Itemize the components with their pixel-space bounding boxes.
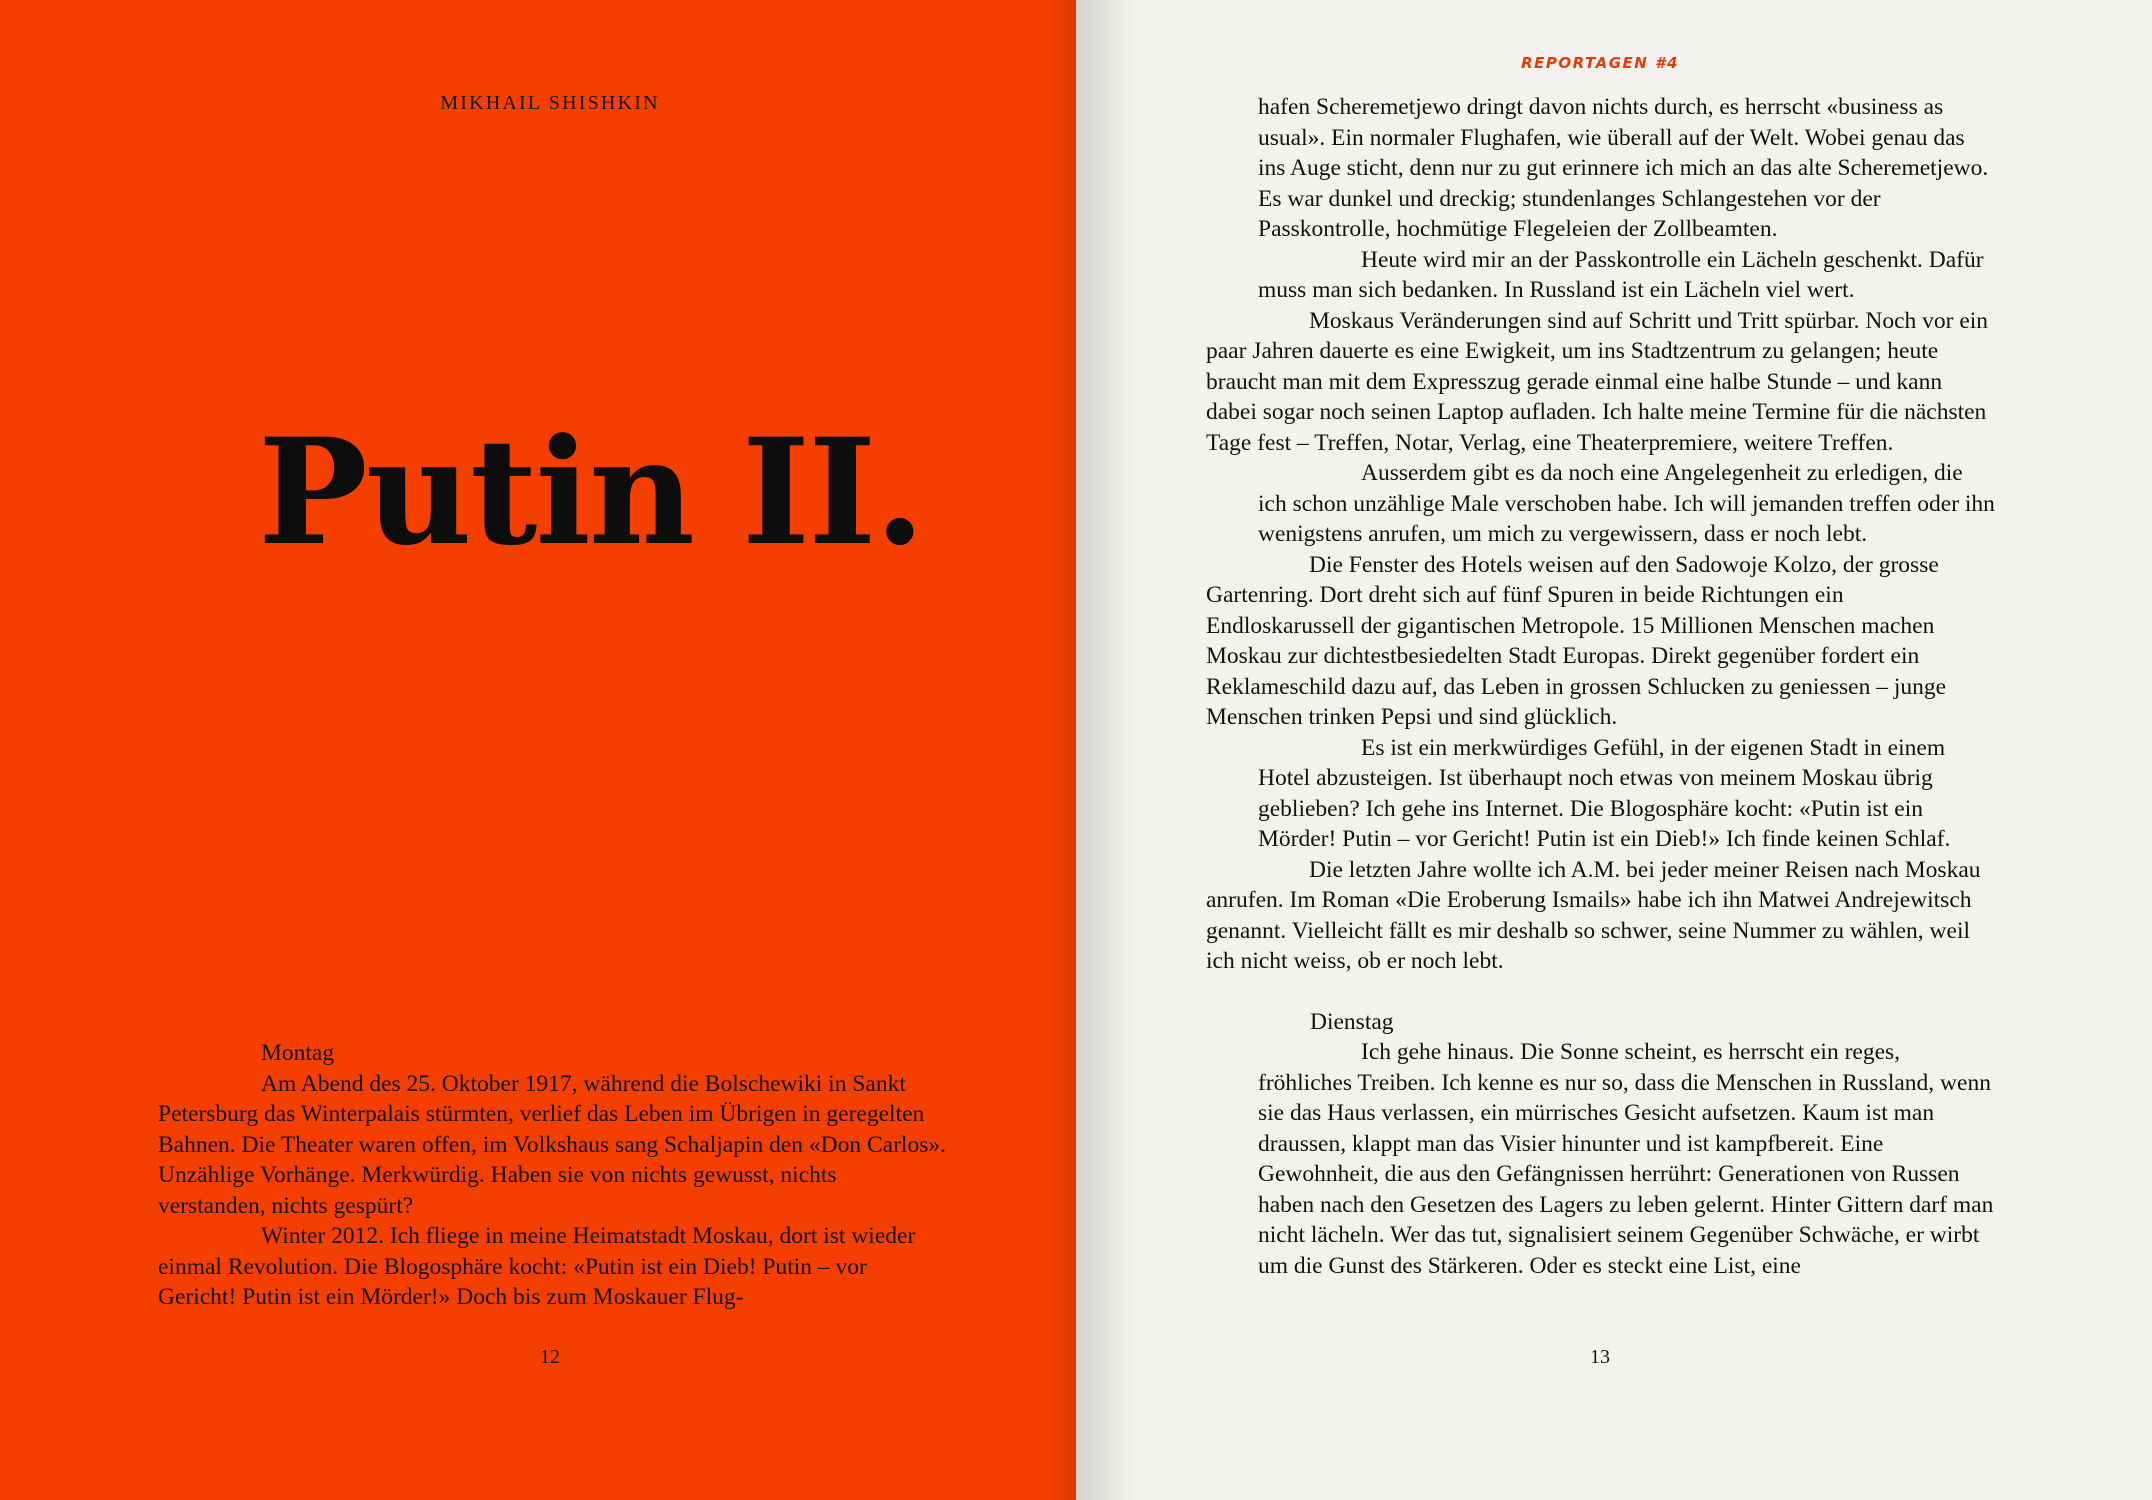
paragraph: Am Abend des 25. Oktober 1917, während die Bolschewiki in Sankt Petersburg das Winterpalais stürmten, verlief das Leben im Übrigen in geregelten Bahnen. Die Theater waren offen, im Volkshaus sang Schaljapin den «Don Carlos». Unzählige Vorhänge. Merkwürdig. Haben sie von nichts gewusst, nichts verstanden, nichts gespürt?: [158, 1070, 946, 1219]
paragraph: Winter 2012. Ich fliege in meine Heimatstadt Moskau, dort ist wieder einmal Revolution. Die Blogosphäre kocht: «Putin ist ein Dieb! Putin – vor Gericht! Putin ist ein Mörder!» Doch bis zum Moskauer Flug-: [158, 1223, 916, 1310]
paragraph: Die Fenster des Hotels weisen auf den Sadowoje Kolzo, der grosse Gartenring. Dort dreht sich auf fünf Spuren in beide Richtungen ein Endloskarussell der gigantischen Metropole. 15 Millionen Menschen machen Moskau zur dichtestbesiedelten Stadt Europas. Direkt gegenüber fordert ein Reklameschild dazu auf, das Leben in grossen Schlucken zu geniessen – junge Menschen trinken Pepsi und sind glücklich.: [1206, 551, 1947, 730]
section-heading-montag: Montag: [261, 1040, 335, 1066]
running-head: REPORTAGEN #4: [1521, 54, 1679, 72]
section-heading-dienstag: Dienstag: [1310, 1008, 1394, 1035]
paragraph: Ich gehe hinaus. Die Sonne scheint, es herrscht ein reges, fröhliches Treiben. Ich kenne es nur so, dass die Menschen in Russland, wenn sie das Haus verlassen, ein mürrisches Gesicht aufsetzen. Kaum ist man draussen, klappt man das Visier hinunter und ist kampfbereit. Eine Gewohnheit, die aus den Gefängnissen herrührt: Generationen von Russen haben nach den Gesetzen des Lagers zu leben gelernt. Hinter Gittern darf man nicht lächeln. Wer das tut, signalisiert seinem Gegenüber Schwäche, er wirbt um die Gunst des Stärkeren. Oder es steckt eine List, eine: [1258, 1039, 1994, 1279]
page-number-left: 12: [540, 1346, 560, 1368]
article-title: Putin II.: [258, 407, 924, 578]
paragraph: Die letzten Jahre wollte ich A.M. bei jeder meiner Reisen nach Moskau anrufen. Im Roman «Die Eroberung Ismails» habe ich ihn Matwei Andrejewitsch genannt. Vielleicht fällt es mir deshalb so schwer, seine Nummer zu wählen, weil ich nicht weiss, ob er noch lebt.: [1206, 856, 1981, 974]
paragraph: hafen Scheremetjewo dringt davon nichts durch, es herrscht «business as usual». Ein normaler Flughafen, wie überall auf der Welt. Wobei genau das ins Auge sticht, denn nur zu gut erinnere ich mich an das alte Scheremetjewo. Es war dunkel und dreckig; stundenlanges Schlangestehen vor der Passkontrolle, hochmütige Flegeleien der Zollbeamten.: [1258, 94, 1989, 242]
left-body-text: [158, 1038, 948, 1313]
page-number-right: 13: [1590, 1346, 1610, 1368]
paragraph: Heute wird mir an der Passkontrolle ein Lächeln geschenkt. Dafür muss man sich bedanken. In Russland ist ein Lächeln viel wert.: [1258, 246, 1984, 303]
right-body-text: [1206, 92, 1996, 1281]
author-name: MIKHAIL SHISHKIN: [440, 92, 660, 114]
paragraph: Moskaus Veränderungen sind auf Schritt und Tritt spürbar. Noch vor ein paar Jahren dauerte es eine Ewigkeit, um ins Stadtzentrum zu gelangen; heute braucht man mit dem Expresszug gerade einmal eine halbe Stunde – und kann dabei sogar noch seinen Laptop aufladen. Ich halte meine Termine für die nächsten Tage fest – Treffen, Notar, Verlag, eine Theaterpremiere, weitere Treffen.: [1206, 307, 1989, 456]
paragraph: Ausserdem gibt es da noch eine Angelegenheit zu erledigen, die ich schon unzählige Male verschoben habe. Ich will jemanden treffen oder ihn wenigstens anrufen, um mich zu vergewissern, dass er noch lebt.: [1258, 460, 1995, 547]
paragraph: Es ist ein merkwürdiges Gefühl, in der eigenen Stadt in einem Hotel abzusteigen. Ist überhaupt noch etwas von meinem Moskau übrig geblieben? Ich gehe ins Internet. Die Blogosphäre kocht: «Putin ist ein Mörder! Putin – vor Gericht! Putin ist ein Dieb!» Ich finde keinen Schlaf.: [1258, 734, 1951, 852]
